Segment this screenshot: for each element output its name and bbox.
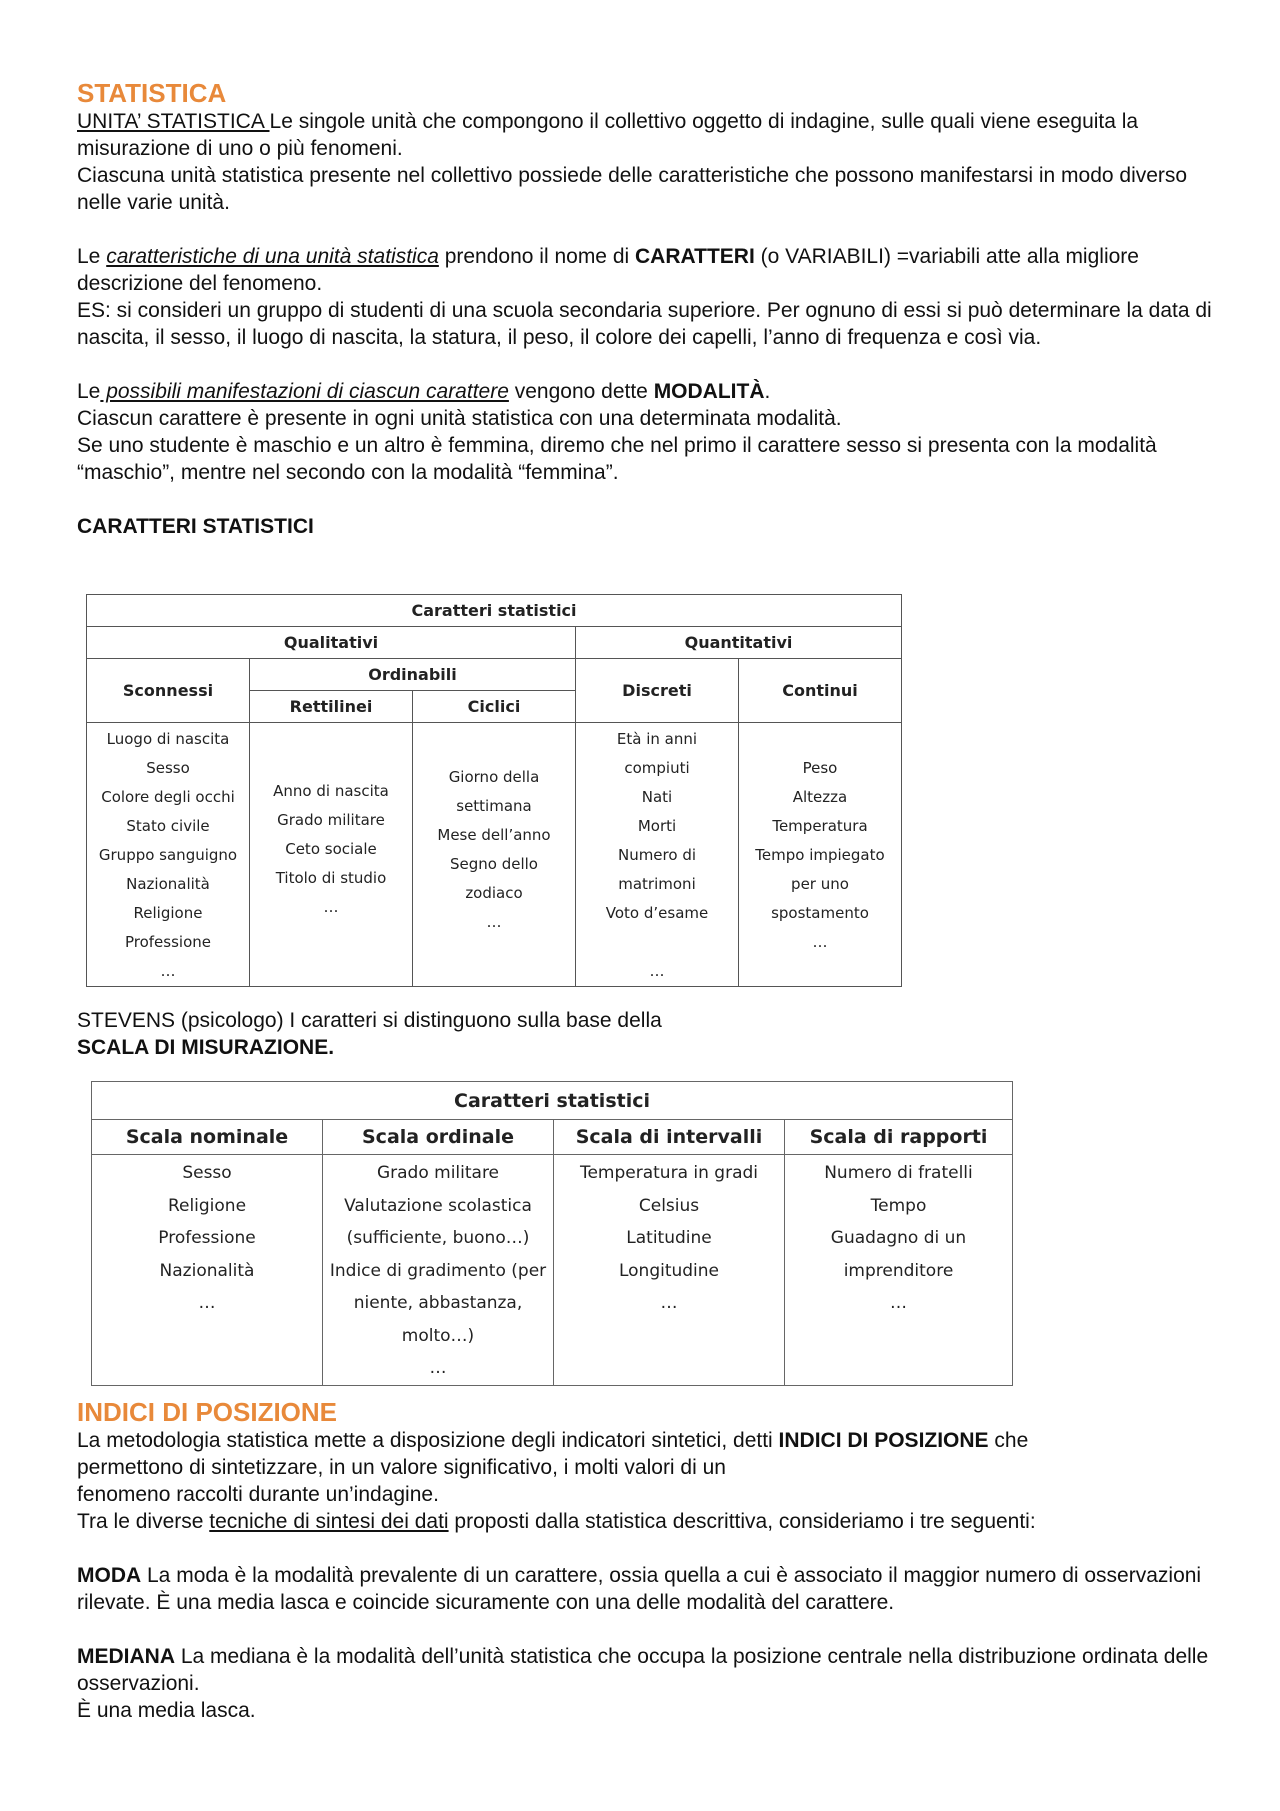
table2-title: Caratteri statistici xyxy=(92,1082,1013,1120)
table2-header-rapporti: Scala di rapporti xyxy=(785,1120,1013,1155)
table-cell-text: Morti xyxy=(637,817,677,835)
table-cell-text: Longitudine xyxy=(618,1260,720,1281)
table2-col-intervalli xyxy=(554,1155,785,1386)
text: prendono il nome di xyxy=(438,245,636,268)
table2-col-ordinale xyxy=(323,1155,554,1386)
table1-header-quantitativi: Quantitativi xyxy=(576,627,902,659)
paragraph-modalita xyxy=(77,378,1217,405)
indici-section xyxy=(77,1397,1217,1724)
caratteri-statistici-table xyxy=(86,594,902,987)
table1-header-qualitativi: Qualitativi xyxy=(87,627,576,659)
table-cell-text: … xyxy=(198,1293,216,1313)
text: che xyxy=(988,1429,1029,1452)
moda-label: MODA xyxy=(77,1564,142,1587)
paragraph-unita-statistica xyxy=(77,108,1217,162)
paragraph-mediana xyxy=(77,1643,1217,1697)
indici-bold: INDICI DI POSIZIONE xyxy=(778,1429,989,1452)
table-cell-text: Religione xyxy=(167,1195,247,1216)
table-cell-text: … xyxy=(486,913,502,931)
table-cell-text: Temperatura in gradi xyxy=(579,1163,759,1183)
table1-header-sconnessi: Sconnessi xyxy=(87,659,250,723)
text: (o VARIABILI) =variabili atte alla migliore descrizione del fenomeno. xyxy=(77,245,1139,295)
table-cell-text: Stato civile xyxy=(126,817,210,835)
table-cell-text: Grado militare xyxy=(376,1163,500,1183)
table-cell-text: … xyxy=(890,1293,907,1313)
table-cell-text: Tempo xyxy=(870,1195,927,1216)
table1-header-rettilinei: Rettilinei xyxy=(250,691,413,723)
paragraph-caratteri xyxy=(77,243,1217,297)
table-cell-text: spostamento xyxy=(771,904,869,922)
manifestazioni-emphasis: possibili manifestazioni di ciascun carattere xyxy=(100,380,509,403)
table-cell-text: … xyxy=(323,898,339,916)
table-cell-text: Voto d’esame xyxy=(605,904,709,922)
table-cell-text: Anno di nascita xyxy=(273,782,389,800)
table1-header-ordinabili: Ordinabili xyxy=(250,659,576,691)
table-cell-text: Ceto sociale xyxy=(285,840,377,858)
table-cell-text: (sufficiente, buono…) xyxy=(346,1228,530,1248)
table-cell-text: Tempo impiegato xyxy=(755,846,885,864)
paragraph-esempio: ES: si consideri un gruppo di studenti di una scuola secondaria superiore. Per ognuno di essi si può determinare la data di nascita, il sesso, il luogo di nascita, la statura, il peso, il colore dei capelli, l’anno di frequenza e così via. xyxy=(77,299,1212,349)
table-cell-text: matrimoni xyxy=(618,875,696,893)
table-cell-text: … xyxy=(812,933,828,951)
mediana-label: MEDIANA xyxy=(77,1645,175,1668)
caratteristiche-emphasis: caratteristiche di una unità statistica xyxy=(106,245,439,268)
table-cell-text: imprenditore xyxy=(843,1260,954,1281)
table-cell-text: Segno dello xyxy=(450,855,538,873)
table1-header-ciclici: Ciclici xyxy=(413,691,576,723)
unita-statistica-text: Le singole unità che compongono il collettivo oggetto di indagine, sulle quali viene eseguita la misurazione di uno o più fenomeni. xyxy=(77,110,1139,160)
table1-header-discreti: Discreti xyxy=(576,659,739,723)
text: La metodologia statistica mette a disposizione degli indicatori sintetici, detti xyxy=(77,1429,779,1452)
table-cell-text: Luogo di nascita xyxy=(106,730,230,748)
table-cell-text: Temperatura xyxy=(772,817,868,835)
table-cell-text: Gruppo sanguigno xyxy=(98,846,238,864)
paragraph-sintetizzare: permettono di sintetizzare, in un valore significativo, i molti valori di un xyxy=(77,1456,726,1479)
scala-di-misurazione: SCALA DI MISURAZIONE. xyxy=(77,1036,335,1059)
table2-col-rapporti xyxy=(785,1155,1013,1386)
table-cell-text: … xyxy=(660,1293,678,1313)
table-cell-text: molto…) xyxy=(401,1325,475,1346)
table1-col-sconnessi xyxy=(87,723,250,987)
paragraph-caratteristiche: Ciascuna unità statistica presente nel collettivo possiede delle caratteristiche che possono manifestarsi in modo diverso nelle varie unità. xyxy=(77,164,1188,214)
text: Tra le diverse xyxy=(77,1510,210,1533)
tecniche-underline: tecniche di sintesi dei dati xyxy=(209,1510,449,1533)
table-cell-text: Nazionalità xyxy=(159,1260,255,1281)
table-cell-text: Grado militare xyxy=(277,811,385,829)
table-cell-text: Latitudine xyxy=(626,1228,712,1248)
table-cell-text: Giorno della xyxy=(448,768,540,786)
text: proposti dalla statistica descrittiva, consideriamo i tre seguenti: xyxy=(448,1510,1036,1533)
text: vengono dette xyxy=(508,380,654,403)
table-cell-text: Peso xyxy=(802,759,838,777)
paragraph-esempio-sesso: Se uno studente è maschio e un altro è femmina, diremo che nel primo il carattere sesso si presenta con la modalità “maschio”, mentre nel secondo con la modalità “femmina”. xyxy=(77,434,1157,484)
table-cell-text: Mese dell’anno xyxy=(437,826,551,844)
table-cell-text: per uno xyxy=(791,875,849,893)
table1-header-continui: Continui xyxy=(739,659,902,723)
text: Le xyxy=(77,380,101,403)
table-cell-text: Nazionalità xyxy=(126,875,210,893)
table2-col-nominale xyxy=(92,1155,323,1386)
text: . xyxy=(764,380,771,403)
heading-statistica: STATISTICA xyxy=(77,78,227,108)
table-cell-text: … xyxy=(429,1358,447,1378)
table-cell-text: Professione xyxy=(124,933,211,951)
table2-header-ordinale: Scala ordinale xyxy=(323,1120,554,1155)
table1-title: Caratteri statistici xyxy=(87,595,902,627)
table1-col-discreti xyxy=(576,723,739,987)
table-cell-text: compiuti xyxy=(624,759,690,777)
paragraph-fenomeno: fenomeno raccolti durante un’indagine. xyxy=(77,1483,439,1506)
table-cell-text: Valutazione scolastica xyxy=(344,1195,532,1216)
table-cell-text: Numero di fratelli xyxy=(824,1163,973,1183)
table-cell-text: settimana xyxy=(456,797,532,815)
paragraph-mediana-lasca: È una media lasca. xyxy=(77,1699,256,1722)
table-cell-text: Celsius xyxy=(638,1195,700,1216)
document-page xyxy=(77,78,1217,540)
caratteri-bold: CARATTERI xyxy=(635,245,755,268)
table-cell-text: niente, abbastanza, xyxy=(353,1293,523,1313)
table-cell-text: … xyxy=(160,962,176,980)
table-cell-text: zodiaco xyxy=(465,884,523,902)
table-cell-text: Professione xyxy=(158,1228,256,1248)
unita-statistica-label: UNITA’ STATISTICA xyxy=(77,110,270,133)
paragraph-moda xyxy=(77,1562,1217,1616)
table-cell-text: Altezza xyxy=(792,788,848,806)
table-cell-text: Numero di xyxy=(617,846,697,864)
table-cell-text: Nati xyxy=(641,788,673,806)
stevens-block xyxy=(77,1007,1217,1061)
scale-di-misurazione-table xyxy=(91,1081,1013,1386)
moda-text: La moda è la modalità prevalente di un carattere, ossia quella a cui è associato il maggior numero di osservazioni rilevate. È una media lasca e coincide sicuramente con una delle modalità del carattere. xyxy=(77,1564,1202,1614)
paragraph-metodologia xyxy=(77,1427,1217,1454)
table1-col-continui xyxy=(739,723,902,987)
table-cell-text xyxy=(576,928,738,957)
paragraph-stevens: STEVENS (psicologo) I caratteri si distinguono sulla base della xyxy=(77,1009,662,1032)
table-cell-text: Età in anni xyxy=(616,730,698,748)
mediana-text: La mediana è la modalità dell’unità statistica che occupa la posizione centrale nella distribuzione ordinata delle osservazioni. xyxy=(77,1645,1209,1695)
heading-caratteri-statistici: CARATTERI STATISTICI xyxy=(77,515,314,538)
paragraph-tecniche xyxy=(77,1508,1217,1535)
text: Le xyxy=(77,245,107,268)
table-cell-text: Sesso xyxy=(182,1163,232,1183)
table-cell-text: Colore degli occhi xyxy=(101,788,235,806)
table1-col-ciclici xyxy=(413,723,576,987)
table-cell-text: Guadagno di un xyxy=(830,1228,967,1248)
table-cell-text: Sesso xyxy=(146,759,190,777)
table-cell-text: Indice di gradimento (per xyxy=(329,1260,547,1281)
table-cell-text: Religione xyxy=(133,904,203,922)
table1-col-rettilinei xyxy=(250,723,413,987)
modalita-bold: MODALITÀ xyxy=(653,380,765,403)
table-cell-text: … xyxy=(649,962,665,980)
heading-indici-di-posizione: INDICI DI POSIZIONE xyxy=(77,1397,338,1427)
table-cell-text: Titolo di studio xyxy=(275,869,387,887)
paragraph-ciascun-carattere: Ciascun carattere è presente in ogni unità statistica con una determinata modalità. xyxy=(77,407,842,430)
table2-header-intervalli: Scala di intervalli xyxy=(554,1120,785,1155)
table2-header-nominale: Scala nominale xyxy=(92,1120,323,1155)
